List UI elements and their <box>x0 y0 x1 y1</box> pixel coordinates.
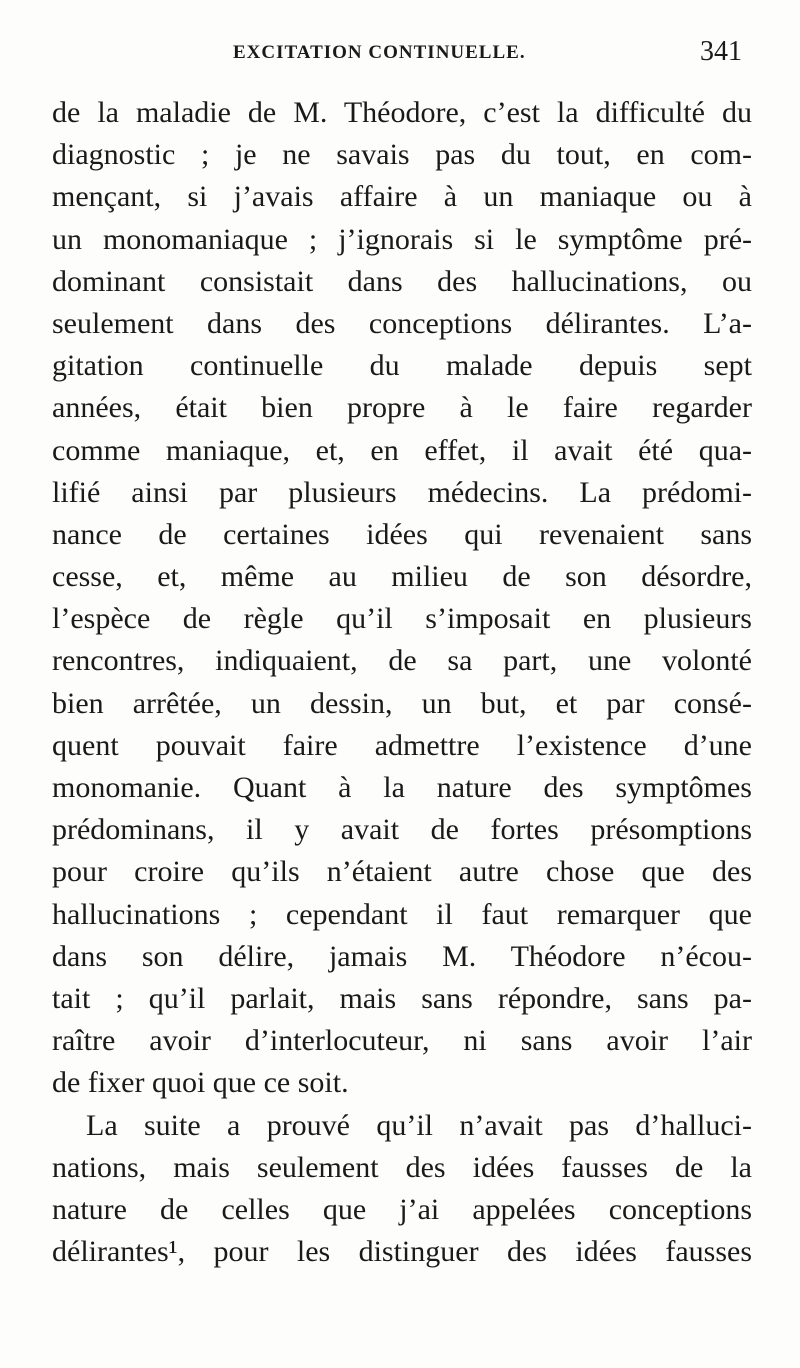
text-line: pour croire qu’ils n’étaient autre chose que des <box>52 855 752 889</box>
text-line: dominant consistait dans des hallucinations, ou <box>52 264 752 298</box>
text-line: nature de celles que j’ai appelées conceptions <box>52 1192 752 1226</box>
text-line: mençant, si j’avais affaire à un maniaque ou à <box>52 180 752 214</box>
text-line: délirantes¹, pour les distinguer des idées fausses <box>52 1235 752 1269</box>
text-line: rencontres, indiquaient, de sa part, une volonté <box>52 644 752 678</box>
text-line: quent pouvait faire admettre l’existence d’une <box>52 728 752 762</box>
text-line: hallucinations ; cependant il faut remarquer que <box>52 897 752 931</box>
text-line: comme maniaque, et, en effet, il avait été qua- <box>52 433 752 467</box>
running-title: EXCITATION CONTINUELLE. <box>233 42 526 63</box>
text-line: bien arrêtée, un dessin, un but, et par consé- <box>52 686 752 720</box>
text-line: dans son délire, jamais M. Théodore n’écou- <box>52 939 752 973</box>
page-number: 341 <box>700 36 742 67</box>
paragraph-last-line: de fixer quoi que ce soit. <box>52 1066 349 1100</box>
text-line: seulement dans des conceptions délirantes. L’a- <box>52 306 752 340</box>
text-line: nance de certaines idées qui revenaient sans <box>52 517 752 551</box>
text-line: un monomaniaque ; j’ignorais si le symptôme pré- <box>52 222 752 256</box>
text-line: l’espèce de règle qu’il s’imposait en plusieurs <box>52 602 752 636</box>
text-line: monomanie. Quant à la nature des symptômes <box>52 771 752 804</box>
text-line: cesse, et, même au milieu de son désordre, <box>52 560 752 594</box>
text-line: lifié ainsi par plusieurs médecins. La prédomi- <box>52 475 752 509</box>
text-line: diagnostic ; je ne savais pas du tout, en com- <box>52 138 752 172</box>
paragraph-first-line: La suite a prouvé qu’il n’avait pas d’halluci- <box>86 1108 752 1142</box>
text-line: années, était bien propre à le faire regarder <box>52 391 752 425</box>
text-line: gitation continuelle du malade depuis sept <box>52 349 752 383</box>
text-line: raître avoir d’interlocuteur, ni sans avoir l’air <box>52 1024 752 1058</box>
running-head <box>0 36 800 76</box>
text-line: de la maladie de M. Théodore, c’est la difficulté du <box>52 96 752 129</box>
text-line: tait ; qu’il parlait, mais sans répondre, sans pa- <box>52 981 752 1015</box>
body-text <box>52 92 752 1273</box>
text-line: nations, mais seulement des idées fausses de la <box>52 1150 752 1184</box>
text-line: prédominans, il y avait de fortes présomptions <box>52 813 752 847</box>
